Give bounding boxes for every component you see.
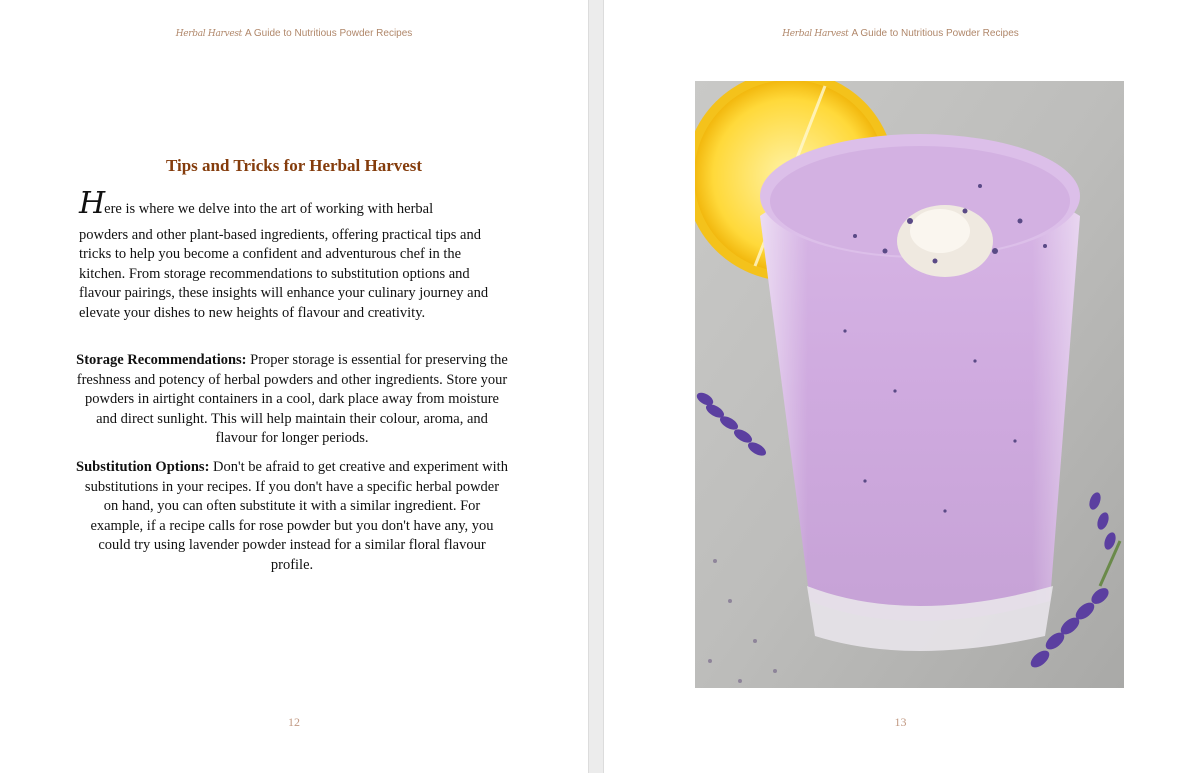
- running-header-right: [604, 28, 1197, 39]
- header-script-title: Herbal Harvest: [175, 29, 242, 39]
- page-number-left: 12: [288, 715, 300, 729]
- intro-paragraph: [79, 186, 509, 323]
- section-heading: Tips and Tricks for Herbal Harvest: [165, 156, 423, 175]
- page-number-right: 13: [894, 715, 907, 729]
- header-script-title-right: Herbal Harvest: [782, 29, 849, 39]
- running-header: [0, 28, 588, 39]
- storage-label: Storage Recommendations:: [76, 352, 247, 368]
- lavender-smoothie-photo: [695, 81, 1124, 688]
- substitution-paragraph: [76, 458, 508, 575]
- left-page: [0, 0, 588, 773]
- storage-paragraph: [76, 351, 508, 449]
- drop-cap: H: [79, 186, 105, 221]
- intro-body-text: powders and other plant-based ingredients, offering practical tips and tricks to help you become a confident and adventurous chef in the kitchen. From storage recommendations to substitution options and flavour pairings, these insights will enhance your culinary journey and elevate your dishes to new heights of flavour and creativity.: [79, 226, 489, 321]
- right-page: [604, 0, 1197, 773]
- page-gutter: [588, 0, 604, 773]
- storage-text: Proper storage is essential for preserving the freshness and potency of herbal powders and other ingredients. Store your powders in airtight containers in a cool, dark place away from moisture and direct sunlight. This will help maintain their colour, aroma, and flavour for longer periods.: [76, 352, 508, 446]
- substitution-label: Substitution Options:: [76, 459, 210, 475]
- header-subtitle-right: A Guide to Nutritious Powder Recipes: [851, 28, 1019, 39]
- intro-first-line: [79, 186, 434, 221]
- substitution-text: Don't be afraid to get creative and experiment with substitutions in your recipes. If you don't have a specific herbal powder on hand, you can often substitute it with a similar ingredient. For example, if a recipe calls for rose powder but you don't have any, you could try using lavender powder instead for a similar floral flavour profile.: [84, 459, 508, 573]
- header-subtitle: A Guide to Nutritious Powder Recipes: [245, 28, 413, 39]
- intro-first-line-text: ere is where we delve into the art of working with herbal: [104, 201, 434, 217]
